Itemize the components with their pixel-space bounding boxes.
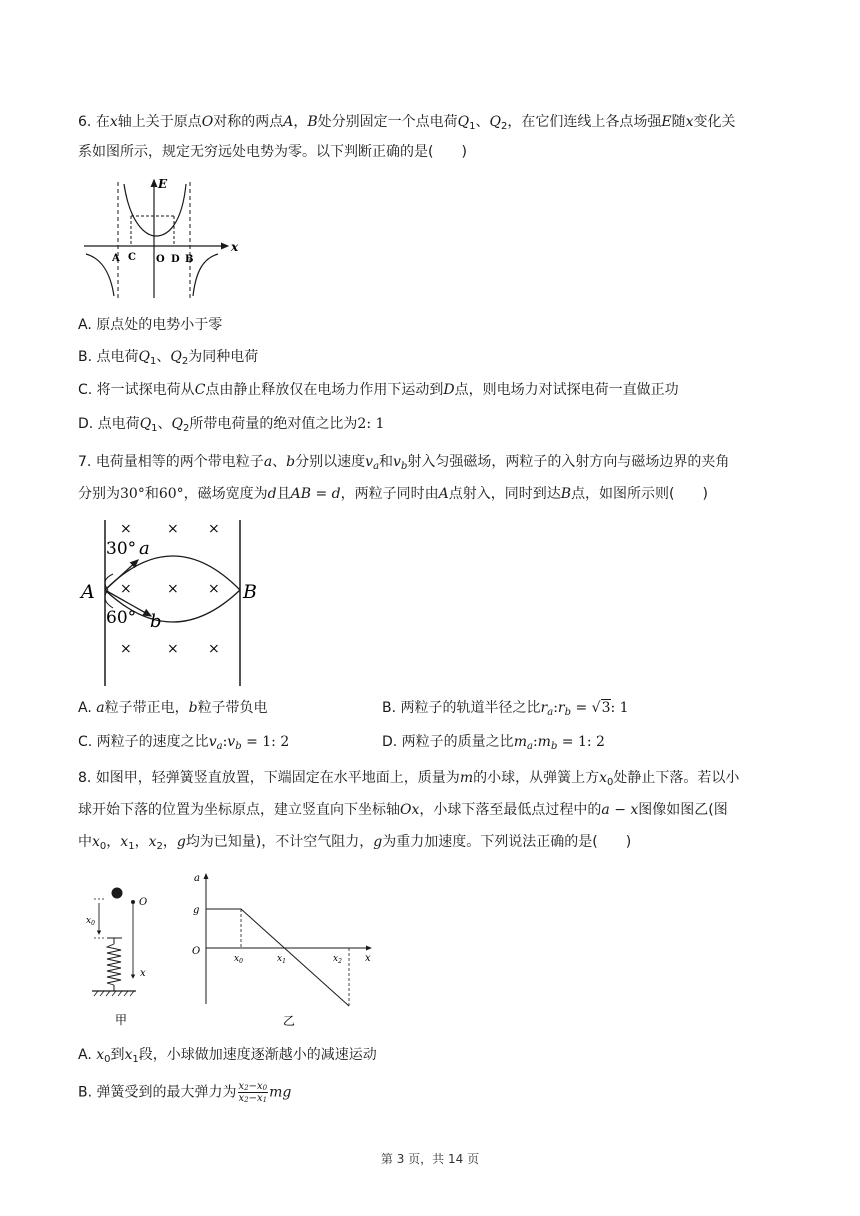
q8-fig2-x1: $x_1$ (277, 954, 286, 965)
q6-label-c: C (128, 252, 136, 263)
q7-stem-line2: 分别为30°和60°，磁场宽度为d且AB = d，两粒子同时由A点射入，同时到达B点，如图所示则( ) (78, 486, 708, 502)
q8-fig1-x: x (140, 968, 146, 979)
q8-spring-diagram (86, 878, 166, 1028)
q7-label-b: b (150, 611, 162, 632)
q6-stem-line2: 系如图所示，规定无穷远处电势为零。以下判断正确的是( ) (78, 144, 467, 160)
q7-stem-line1: 7. 电荷量相等的两个带电粒子a、b分别以速度$v_a$和$v_b$射入匀强磁场，两粒子的入射方向与磁场边界的夹角 (78, 454, 730, 472)
q8-stem-line1: 8. 如图甲，轻弹簧竖直放置，下端固定在水平地面上，质量为m的小球，从弹簧上方$x_0$处静止下落。若以小 (78, 770, 740, 788)
q7-option-b: B. 两粒子的轨道半径之比$r_a:r_b = √3$: 1 (382, 700, 629, 718)
q7-cross: × (167, 521, 179, 537)
q6-option-b: B. 点电荷$Q_1$、$Q_2$为同种电荷 (78, 349, 259, 367)
q6-option-d: D. 点电荷$Q_1$、$Q_2$所带电荷量的绝对值之比为2: 1 (78, 416, 385, 434)
q8-fig2-x2: $x_2$ (333, 954, 342, 965)
page-footer: 第 3 页，共 14 页 (380, 1152, 480, 1166)
q7-cross: × (208, 641, 220, 657)
q8-fig2-x: x (365, 953, 371, 964)
q7-option-a: A. a粒子带正电，b粒子带负电 (78, 700, 268, 716)
q7-cross: × (120, 641, 132, 657)
q8-fig2-x0: $x_0$ (234, 954, 243, 965)
q7-option-c: C. 两粒子的速度之比$v_a:v_b = 1$: 2 (78, 734, 290, 752)
q7-label-a: a (139, 538, 150, 559)
q7-label-B: B (243, 581, 257, 603)
q8-fig1-x0: $x_0$ (86, 916, 95, 927)
q7-angle-60: 60° (106, 608, 137, 628)
q7-angle-30: 30° (106, 539, 137, 559)
q8-acceleration-graph (188, 866, 388, 1026)
q8-option-a: A. $x_0$到$x_1$段，小球做加速度逐渐越小的减速运动 (78, 1047, 377, 1065)
q7-magnetic-field-diagram (78, 514, 268, 689)
q7-cross: × (208, 521, 220, 537)
q8-fig2-o: O (192, 946, 201, 957)
q8-option-b: B. 弹簧受到的最大弹力为 $\frac{x_2-x_0}{x_2-x_1}$ mg (78, 1081, 292, 1104)
q6-stem-line1: 6. 在x轴上关于原点O对称的两点A，B处分别固定一个点电荷$Q_1$、$Q_2$，在它们连线上各点场强E随x变化关 (78, 114, 736, 132)
q8-fig1-o: O (139, 897, 148, 908)
q8-fig2-g: g (193, 905, 200, 916)
q6-field-graph (78, 172, 248, 302)
q6-label-e: E (158, 177, 168, 191)
q7-cross: × (208, 581, 220, 597)
q6-label-o: O (156, 254, 165, 265)
q7-cross: × (120, 581, 132, 597)
q7-cross: × (167, 641, 179, 657)
q8-fig2-a: a (194, 873, 200, 884)
q6-option-c: C. 将一试探电荷从C点由静止释放仅在电场力作用下运动到D点，则电场力对试探电荷一直做正功 (78, 382, 679, 398)
q6-option-a: A. 原点处的电势小于零 (78, 317, 223, 333)
q8-stem-line3: 中$x_0$，$x_1$，$x_2$，g均为已知量)，不计空气阻力，g为重力加速度。下列说法正确的是( ) (78, 834, 632, 852)
q8-fig2-caption: 乙 (283, 1014, 296, 1028)
q6-label-a: A (112, 253, 120, 264)
q6-label-x: x (231, 240, 239, 254)
q7-cross: × (120, 521, 132, 537)
q7-label-A: A (81, 581, 95, 603)
q6-label-b: B (185, 254, 194, 265)
q8-stem-line2: 球开始下落的位置为坐标原点，建立竖直向下坐标轴Ox，小球下落至最低点过程中的a − x图像如图乙(图 (78, 802, 728, 818)
q7-cross: × (167, 581, 179, 597)
q6-label-d: D (171, 254, 180, 265)
q7-option-d: D. 两粒子的质量之比$m_a:m_b = 1$: 2 (382, 734, 605, 752)
q8-fig1-caption: 甲 (115, 1013, 128, 1027)
